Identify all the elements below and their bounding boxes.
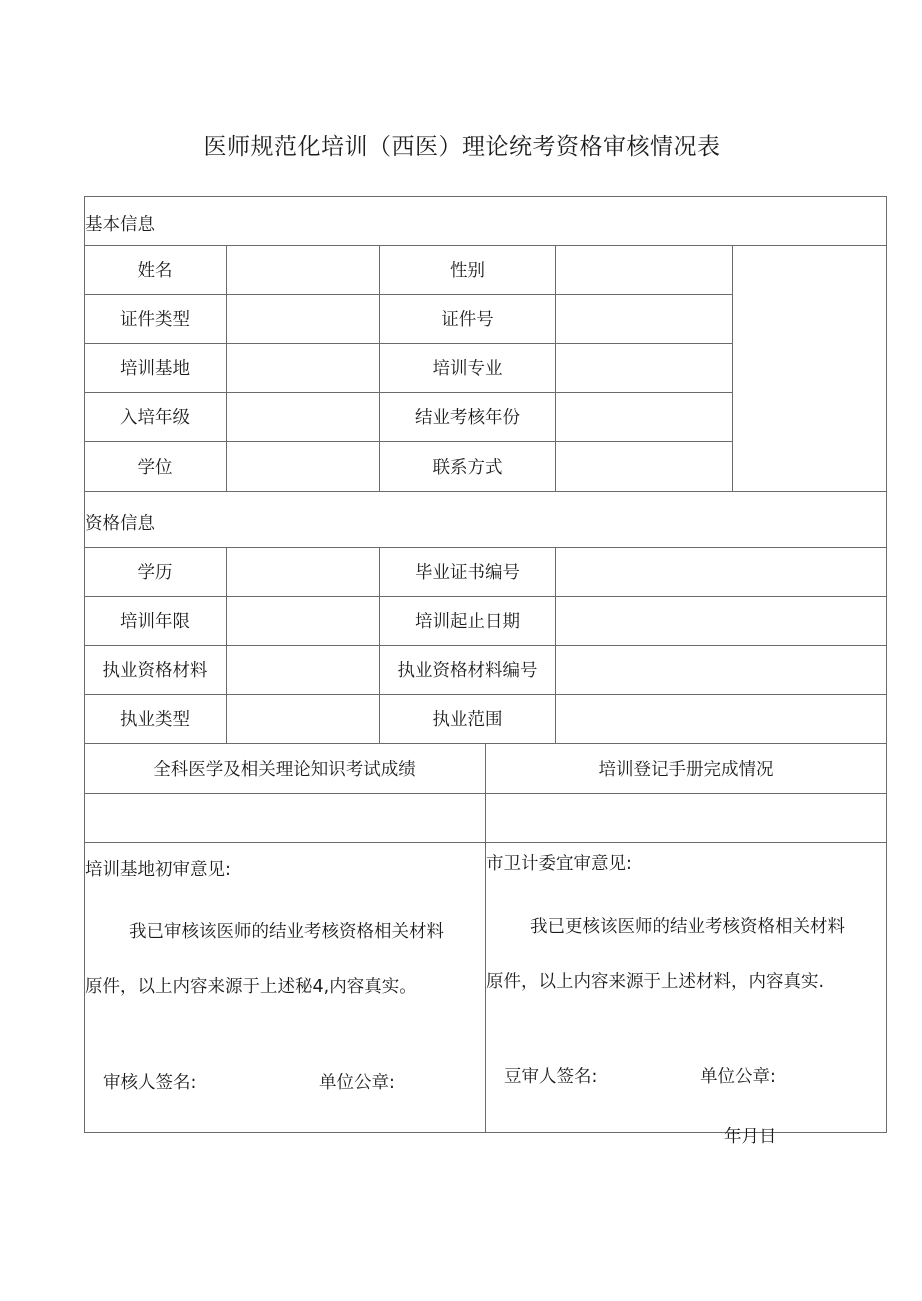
base-review-heading: 培训基地初审意见: bbox=[85, 860, 231, 880]
license-material-field[interactable] bbox=[227, 646, 378, 693]
city-review-line-1: 我已更核该医师的结业考核资格相关材料 bbox=[530, 917, 845, 937]
label-gender: 性别 bbox=[450, 261, 485, 281]
training-years-field[interactable] bbox=[227, 597, 378, 644]
handbook-status-field[interactable] bbox=[486, 794, 885, 841]
city-review-heading: 市卫计委宜审意见: bbox=[486, 854, 632, 874]
city-seal-label: 单位公章: bbox=[700, 1067, 776, 1087]
city-date-label: 年月日 bbox=[724, 1127, 777, 1147]
label-license-material: 执业资格材料 bbox=[102, 661, 208, 681]
practice-scope-field[interactable] bbox=[556, 695, 885, 742]
practice-type-field[interactable] bbox=[227, 695, 378, 742]
label-education: 学历 bbox=[137, 563, 173, 583]
label-name: 姓名 bbox=[137, 261, 173, 281]
training-base-field[interactable] bbox=[227, 344, 378, 391]
training-dates-field[interactable] bbox=[556, 597, 885, 644]
label-training-years: 培训年限 bbox=[120, 612, 190, 632]
city-reviewer-signature-label: 豆审人签名: bbox=[504, 1067, 598, 1087]
label-diploma-number: 毕业证书编号 bbox=[415, 563, 520, 583]
label-practice-type: 执业类型 bbox=[120, 710, 190, 730]
label-id-number: 证件号 bbox=[441, 310, 494, 330]
section-heading-basic: 基本信息 bbox=[85, 215, 155, 235]
review-form bbox=[84, 196, 887, 1147]
city-review-line-2: 原件，以上内容来源于上述材料，内容真实. bbox=[486, 972, 825, 992]
entry-grade-field[interactable] bbox=[227, 393, 378, 440]
label-training-specialty: 培训专业 bbox=[432, 359, 503, 379]
handbook-status-header: 培训登记手册完成情况 bbox=[598, 759, 774, 780]
label-entry-grade: 入培年级 bbox=[120, 408, 190, 428]
diploma-number-field[interactable] bbox=[556, 548, 885, 595]
contact-field[interactable] bbox=[556, 442, 731, 490]
base-review-line-1: 我已审核该医师的结业考核资格相关材料 bbox=[129, 922, 444, 942]
photo-box[interactable] bbox=[733, 246, 885, 490]
education-field[interactable] bbox=[227, 548, 378, 595]
training-specialty-field[interactable] bbox=[556, 344, 731, 391]
date-line-clip bbox=[684, 1117, 824, 1147]
exam-score-field[interactable] bbox=[85, 794, 484, 841]
id-number-field[interactable] bbox=[556, 295, 731, 342]
gender-field[interactable] bbox=[556, 246, 731, 293]
exam-score-header: 全科医学及相关理论知识考试成绩 bbox=[153, 759, 416, 780]
page-title: 医师规范化培训（西医）理论统考资格审核情况表 bbox=[203, 134, 721, 160]
label-completion-year: 结业考核年份 bbox=[415, 408, 520, 428]
license-material-number-field[interactable] bbox=[556, 646, 885, 693]
base-seal-label: 单位公章: bbox=[319, 1073, 395, 1093]
label-practice-scope: 执业范围 bbox=[432, 710, 503, 730]
id-type-field[interactable] bbox=[227, 295, 378, 342]
label-training-base: 培训基地 bbox=[120, 359, 190, 379]
degree-field[interactable] bbox=[227, 442, 378, 490]
completion-year-field[interactable] bbox=[556, 393, 731, 440]
base-review-line-2: 原件，以上内容来源于上述秘4,内容真实。 bbox=[85, 977, 417, 997]
name-field[interactable] bbox=[227, 246, 378, 293]
label-id-type: 证件类型 bbox=[120, 310, 190, 330]
label-training-dates: 培训起止日期 bbox=[415, 612, 520, 632]
label-contact: 联系方式 bbox=[432, 457, 503, 478]
section-heading-qualification: 资格信息 bbox=[85, 514, 155, 534]
base-reviewer-signature-label: 审核人签名: bbox=[103, 1073, 197, 1093]
label-degree: 学位 bbox=[137, 457, 173, 478]
label-license-material-number: 执业资格材料编号 bbox=[397, 661, 538, 681]
